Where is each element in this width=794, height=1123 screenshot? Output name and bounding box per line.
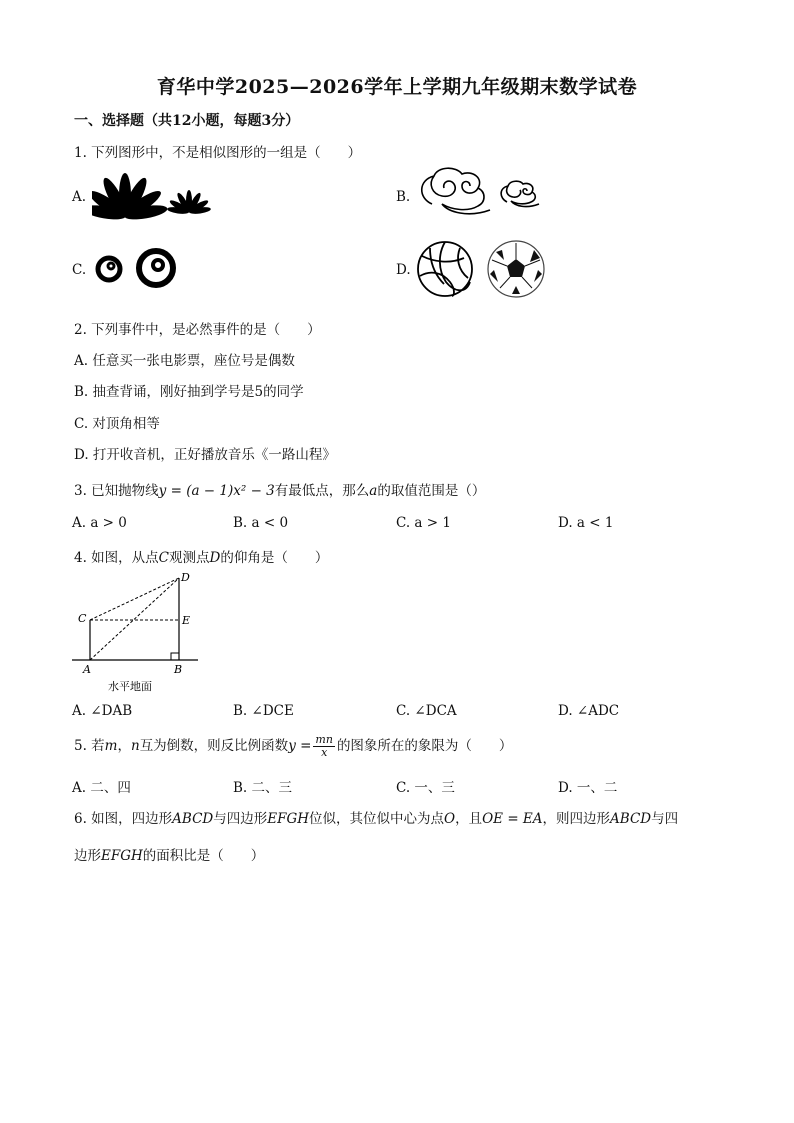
label-c: C [78,612,87,625]
question-5-stem [74,734,512,759]
q4-stem-mid: 观测点 [169,550,210,566]
nine-swirl-pair-icon [92,246,188,290]
q1-option-d-label: D. [396,262,411,278]
q2-option-c: C. 对顶角相等 [74,416,160,432]
q5-stem-mid: 互为倒数，则反比例函数 [139,738,289,754]
q6-equation: OE = EA [482,811,543,827]
q6-text-g: 边形 [74,848,101,864]
q3-formula: y = (a − 1)x² − 3 [158,483,275,499]
q5-sep: ， [117,738,131,754]
q3-option-d: D. a < 1 [558,515,614,531]
q5-option-c: C. 一、三 [396,780,455,796]
question-4-stem [74,546,328,566]
q4-stem-pre: 4. 如图，从点 [74,550,159,566]
q3-option-c: C. a > 1 [396,515,451,531]
segment-cd [90,578,179,620]
label-d: D [181,571,190,584]
q1-option-c-label: C. [72,262,87,278]
q4-option-b: B. ∠DCE [233,703,294,719]
label-e: E [182,614,191,627]
q5-stem-post: 的图象所在的象限为（ ） [336,738,513,754]
q5-stem-pre: 5. 若 [74,738,105,754]
q3-option-b: B. a < 0 [233,515,289,531]
label-a: A [83,663,91,676]
q5-var-m: m [104,738,118,754]
question-6-stem-line-1 [74,807,678,827]
q5-fraction [313,734,335,759]
q5-denominator: x [321,746,328,759]
q6-text-a: 6. 如图，四边形 [74,811,173,827]
cloud-swirl-pair-icon [412,164,548,226]
q2-option-a: A. 任意买一张电影票，座位号是偶数 [74,353,295,369]
q6-text-f: 与四 [651,811,679,827]
q2-option-d: D. 打开收音机，正好播放音乐《一路山程》 [74,447,336,463]
q5-var-n: n [130,738,140,754]
q5-option-a: A. 二、四 [72,780,131,796]
q3-stem-mid: 有最低点，那么 [274,483,370,499]
label-b: B [174,663,183,676]
q3-variable: a [369,483,378,499]
segment-ad [90,578,179,660]
q3-stem-post: 的取值范围是（） [377,483,486,499]
q4-option-d: D. ∠ADC [558,703,620,719]
question-2-stem: 2. 下列事件中，是必然事件的是（ ） [74,322,321,338]
question-3-stem [74,479,485,499]
q6-efgh: EFGH [267,811,310,827]
q5-option-b: B. 二、三 [233,780,293,796]
volleyball-soccerball-icon [416,240,548,300]
page-title: 育华中学2025—2026学年上学期九年级期末数学试卷 [156,76,638,98]
shell-pair-icon [92,172,212,220]
q1-option-a-label: A. [72,189,87,205]
q6-efgh-2: EFGH [101,848,143,864]
right-angle-mark [171,653,179,660]
q6-text-d: ，且 [455,811,483,827]
q5-numerator: mn [315,733,333,746]
q6-text-h: 的面积比是（ ） [142,848,265,864]
q6-abcd: ABCD [172,811,214,827]
q6-text-e: ，则四边形 [542,811,611,827]
q5-y-equals: y = [288,738,312,754]
q6-point-o: O [444,811,456,827]
elevation-angle-figure [66,568,206,696]
q1-option-b-label: B. [396,189,411,205]
q6-text-b: 与四边形 [213,811,268,827]
q3-stem-pre: 3. 已知抛物线 [74,483,159,499]
q3-option-a: A. a > 0 [72,515,127,531]
q4-point-d: D [209,550,221,566]
q2-option-b: B. 抽查背诵，刚好抽到学号是5的同学 [74,384,304,400]
q4-option-c: C. ∠DCA [396,703,457,719]
q4-point-c: C [158,550,170,566]
q5-option-d: D. 一、二 [558,780,618,796]
q6-text-c: 位似，其位似中心为点 [309,811,445,827]
figure-caption: 水平地面 [108,680,152,693]
question-6-stem-line-2 [74,844,264,864]
section-heading: 一、选择题（共12小题，每题3分） [74,113,300,129]
q4-option-a: A. ∠DAB [72,703,133,719]
question-1-stem: 1. 下列图形中，不是相似图形的一组是（ ） [74,145,362,161]
q6-abcd-2: ABCD [610,811,652,827]
q4-stem-post: 的仰角是（ ） [220,550,329,566]
